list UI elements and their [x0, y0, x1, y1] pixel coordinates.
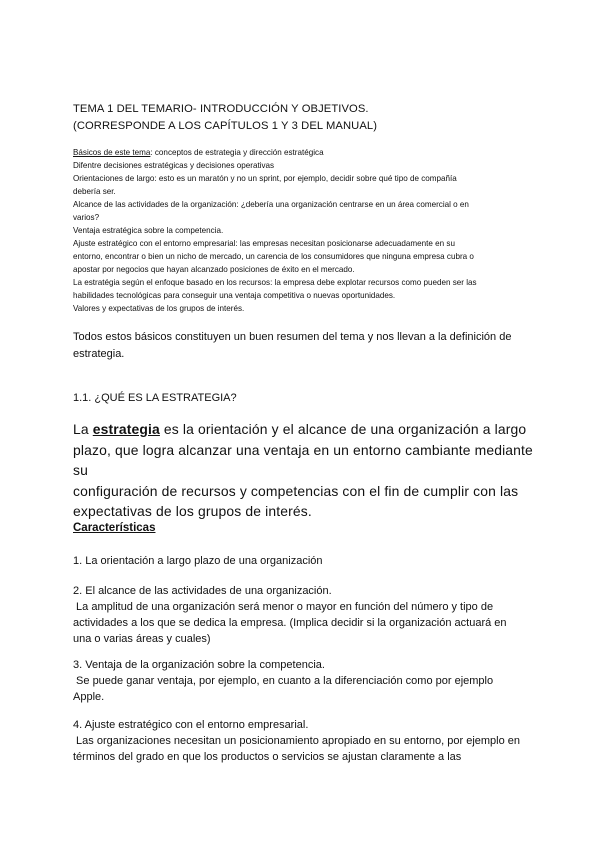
basics-line: Difentre decisiones estratégicas y decisiones operativas — [73, 161, 275, 170]
basics-line: Orientaciones de largo: esto es un maratón y no un sprint, por ejemplo, decidir sobre qué tipo de compañía — [73, 174, 457, 183]
definition-line-1 — [73, 419, 533, 440]
definition-line-2: plazo, que logra alcanzar una ventaja en un entorno cambiante mediante su — [73, 441, 533, 478]
definition-prefix: La — [73, 421, 93, 437]
characteristic-line: Se puede ganar ventaja, por ejemplo, en cuanto a la diferenciación como por ejemplo — [73, 675, 494, 687]
basics-line: varios? — [73, 213, 100, 222]
doc-title-line-2: (CORRESPONDE A LOS CAPÍTULOS 1 Y 3 DEL MANUAL) — [73, 120, 378, 132]
summary-paragraph — [73, 329, 523, 363]
basics-label: Básicos de este tema — [73, 148, 151, 157]
characteristic-line: Apple. — [73, 691, 105, 703]
characteristic-item-1 — [73, 553, 533, 569]
definition-paragraph — [73, 419, 533, 522]
definition-line-4: expectativas de los grupos de interés. — [73, 503, 312, 519]
characteristic-line: La amplitud de una organización será menor o mayor en función del número y tipo de — [73, 601, 494, 613]
basics-block — [73, 146, 533, 315]
section-heading: 1.1. ¿QUÉ ES LA ESTRATEGIA? — [73, 392, 237, 404]
characteristic-line: 3. Ventaja de la organización sobre la competencia. — [73, 659, 325, 671]
basics-line: apostar por negocios que hayan alcanzado posiciones de éxito en el mercado. — [73, 265, 355, 274]
characteristic-item-2 — [73, 583, 533, 647]
basics-line: Ventaja estratégica sobre la competencia. — [73, 226, 224, 235]
basics-intro — [73, 146, 533, 159]
characteristic-line: 4. Ajuste estratégico con el entorno empresarial. — [73, 719, 309, 731]
characteristic-line: una o varias áreas y cuales) — [73, 633, 211, 645]
basics-line: Alcance de las actividades de la organización: ¿debería una organización centrarse en un área comercial o en — [73, 200, 469, 209]
characteristic-line: 1. La orientación a largo plazo de una organización — [73, 555, 323, 567]
basics-line: Valores y expectativas de los grupos de interés. — [73, 304, 245, 313]
definition-keyword: estrategia — [92, 421, 160, 437]
characteristic-line: 2. El alcance de las actividades de una organización. — [73, 585, 332, 597]
characteristics-heading: Características — [73, 522, 156, 534]
characteristic-line: actividades a los que se dedica la empresa. (Implica decidir si la organización actuará en — [73, 617, 507, 629]
basics-line: entorno, encontrar o bien un nicho de mercado, un carencia de los consumidores que ninguna empresa cubra o — [73, 252, 474, 261]
characteristic-item-4 — [73, 717, 533, 765]
basics-label-rest: : conceptos de estrategia y dirección estratégica — [150, 148, 324, 157]
summary-line-1: Todos estos básicos constituyen un buen resumen del tema y nos llevan a la definición de — [73, 331, 512, 343]
definition-line-3: configuración de recursos y competencias con el fin de cumplir con las — [73, 482, 519, 499]
basics-line: La estratégia según el enfoque basado en los recursos: la empresa debe explotar recursos como pueden ser las — [73, 278, 477, 287]
characteristic-line: Las organizaciones necesitan un posicionamiento apropiado en su entorno, por ejemplo en — [73, 735, 521, 747]
definition-line-1-rest: es la orientación y el alcance de una organización a largo — [159, 421, 527, 437]
basics-line: habilidades tecnológicas para conseguir una ventaja competitiva o nuevas oportunidades. — [73, 291, 396, 300]
doc-title-line-1: TEMA 1 DEL TEMARIO- INTRODUCCIÓN Y OBJETIVOS. — [73, 103, 369, 115]
summary-line-2: estrategia. — [73, 348, 125, 360]
basics-line: debería ser. — [73, 187, 116, 196]
characteristic-item-3 — [73, 657, 533, 705]
characteristic-line: términos del grado en que los productos o servicios se ajustan claramente a las — [73, 751, 462, 763]
basics-line: Ajuste estratégico con el entorno empresarial: las empresas necesitan posicionarse adecuadamente en su — [73, 239, 455, 248]
